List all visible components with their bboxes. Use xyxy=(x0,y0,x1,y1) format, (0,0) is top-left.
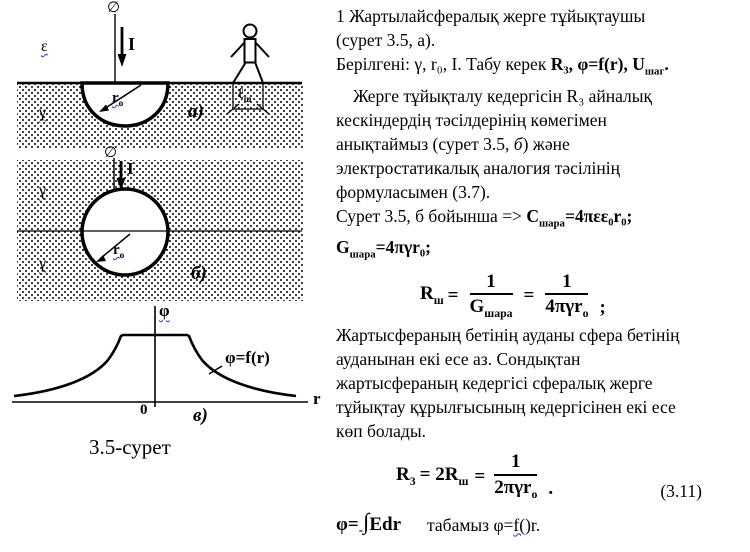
panel-ref-italic: б xyxy=(513,133,523,154)
text-line xyxy=(336,235,748,267)
hemisphere-electrode xyxy=(82,83,168,126)
tabamyz-text: табамыз φ= xyxy=(427,514,514,535)
f2-R-sub: 3 xyxy=(409,475,416,489)
panel-a-label: а) xyxy=(188,101,204,122)
f1-frac1 xyxy=(470,271,513,322)
figure-linework-svg xyxy=(0,0,332,470)
f2-frac xyxy=(494,451,537,502)
origin-label: 0 xyxy=(140,402,148,418)
f2-2R: = 2R xyxy=(419,464,459,486)
phi-integral-formula xyxy=(336,509,402,538)
epsilon-label: ε xyxy=(41,38,48,55)
f1-G-sub: шара xyxy=(484,307,513,321)
gamma-label-b-bottom: γ xyxy=(39,255,47,272)
step-length-label xyxy=(238,87,251,105)
f1-eq1: = xyxy=(447,284,459,306)
text-line: тұйықтау құрылғысының кедергісінен екі есе xyxy=(336,397,676,418)
f1-G: G xyxy=(469,296,485,318)
formula-r-hemisphere xyxy=(420,271,748,322)
f1-lhs xyxy=(420,283,444,308)
f1-den2-sub: о xyxy=(582,307,589,321)
f1-eq2: = xyxy=(523,284,535,306)
current-arrowhead-a xyxy=(118,54,127,67)
integral-sign: ∫ xyxy=(363,509,370,535)
figure-3-5 xyxy=(0,0,332,552)
phi-integral-line xyxy=(336,509,748,538)
text-line: 1 Жартылайсфералық жерге тұйықтаушы xyxy=(336,6,646,26)
f2-den xyxy=(494,476,537,502)
f1-R: R xyxy=(420,283,434,305)
f2-den-text: 2πγr xyxy=(494,477,532,499)
f2-num: 1 xyxy=(494,451,537,476)
person-head xyxy=(244,25,257,38)
equation-number: (3.11) xyxy=(660,481,702,502)
current-label-b: I xyxy=(127,159,134,178)
u-step-sub: шаг xyxy=(644,65,665,78)
text-seg: Сурет 3.5, б бойынша => xyxy=(336,205,527,226)
gamma-label-b-top: γ xyxy=(39,182,47,199)
r-axis-label: r xyxy=(313,389,321,408)
radius-letter-b: r xyxy=(113,242,120,258)
text-line: электростатикалық аналогия тәсілінің xyxy=(336,157,620,178)
text-line: формуласымен (3.7). xyxy=(336,181,491,202)
radius-label-b xyxy=(113,243,124,261)
f2-2R-sub: ш xyxy=(458,475,469,489)
text-line xyxy=(336,52,748,84)
g-sphere: G xyxy=(336,237,350,257)
f2-R: R xyxy=(396,464,410,486)
text-seg: ) және xyxy=(522,133,570,154)
c-sphere: C xyxy=(526,205,539,226)
figure-caption: 3.5-сурет xyxy=(89,435,171,459)
text-line xyxy=(336,132,748,156)
curve-equation-label: φ=f(r) xyxy=(225,348,270,367)
radius-label-a xyxy=(112,91,123,109)
f2-lhs xyxy=(396,464,416,489)
text-seg: анықтаймыз (сурет 3.5, xyxy=(336,133,514,154)
text-line: кескіндердің тәсілдерінің көмегімен xyxy=(336,109,607,130)
phi-axis-label: φ xyxy=(159,301,170,320)
electrode-symbol-a: ∅ xyxy=(107,0,121,16)
text-line: (сурет 3.5, а). xyxy=(336,30,436,50)
radius-sub-a: о xyxy=(118,99,124,109)
f1-den1 xyxy=(470,295,513,321)
minus-sign: - xyxy=(358,522,364,538)
step-letter: ℓ xyxy=(238,86,244,102)
text-line: көп болады. xyxy=(336,421,426,442)
person-leg-left xyxy=(233,62,246,83)
text-line xyxy=(336,204,748,236)
g-sphere-formula: =4πγr₀; xyxy=(375,237,431,257)
edr-text: Edr xyxy=(369,514,402,536)
find-quantities: R₃, φ=f(r), U xyxy=(550,54,645,74)
given-text: Берілгені: γ, r₀, I. Табу керек xyxy=(336,54,551,74)
f2-den-sub: о xyxy=(531,487,538,501)
f1-den2 xyxy=(545,295,588,321)
person-body xyxy=(245,39,256,63)
phi-eq: φ= xyxy=(336,514,359,536)
panel-b-label: б) xyxy=(191,263,207,284)
electrode-symbol-b: ∅ xyxy=(104,145,118,161)
f1-num2: 1 xyxy=(545,271,588,296)
f1-frac2 xyxy=(545,271,588,322)
r-period: )r. xyxy=(525,514,541,535)
f1-den2-text: 4πγr xyxy=(545,296,583,318)
radius-sub-b: о xyxy=(119,251,125,261)
person-arm-right xyxy=(256,43,269,57)
period: . xyxy=(664,54,669,74)
c-sphere-sub: шара xyxy=(538,217,565,229)
formula-r-ground xyxy=(396,451,748,502)
panel-v-label: в) xyxy=(193,405,208,426)
c-sphere-formula: =4πεε₀r₀; xyxy=(564,205,633,226)
f-paren-squiggle: f( xyxy=(513,514,526,535)
f1-semicolon: ; xyxy=(599,297,606,319)
person-arm-left xyxy=(231,43,244,57)
person-leg-right xyxy=(255,62,263,83)
f1-R-sub: ш xyxy=(433,294,444,308)
f2-mid xyxy=(420,464,469,489)
f2-eq: = xyxy=(474,465,486,487)
f2-period: . xyxy=(548,478,554,500)
find-phi-text xyxy=(427,515,540,536)
text-line: Жерге тұйықталу кедергісін R₃ айналық xyxy=(353,85,653,106)
sphere-electrode xyxy=(82,189,168,275)
g-sphere-sub: шара xyxy=(349,248,376,261)
radius-letter-a: r xyxy=(112,90,119,106)
text-line: ауданынан екі есе аз. Сондықтан xyxy=(336,349,581,370)
f1-num1: 1 xyxy=(470,271,513,296)
step-sub: ш xyxy=(243,95,252,105)
text-column xyxy=(336,4,748,538)
gamma-label-a: γ xyxy=(39,104,47,121)
text-line: Жартысфераның бетінің ауданы сфера бетінің xyxy=(336,325,680,346)
current-label-a: I xyxy=(128,34,136,54)
text-line: жартысфераның кедергісі сфералық жерге xyxy=(336,373,653,394)
